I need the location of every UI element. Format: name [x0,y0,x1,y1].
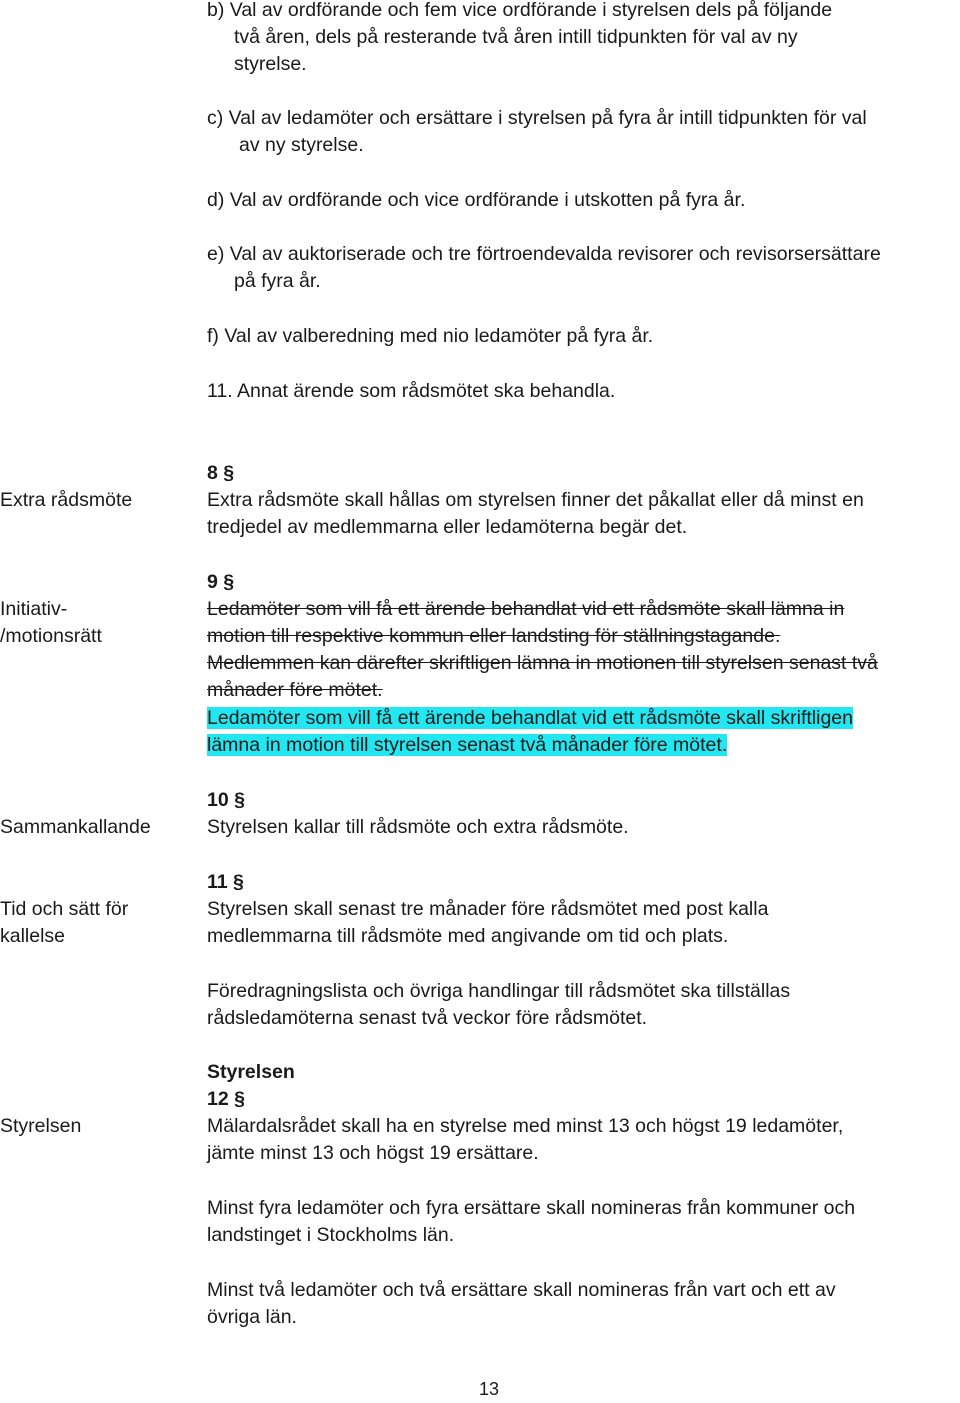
item-c-line-2: av ny styrelse. [239,134,364,156]
item-b-line-2: två åren, dels på resterande två åren intill tidpunkten för val av ny [234,26,798,48]
margin-tid-och-satt: Tid och sätt för [0,898,129,920]
section-12-line-4: landstinget i Stockholms län. [207,1224,455,1246]
margin-motionsratt: /motionsrätt [0,625,102,647]
section-12-line-1: Mälardalsrådet skall ha en styrelse med minst 13 och högst 19 ledamöter, [207,1115,844,1137]
section-11-line-1: Styrelsen skall senast tre månader före rådsmötet med post kalla [207,898,769,920]
section-9-struck-line-4: månader före mötet. [207,679,383,701]
section-10-line-1: Styrelsen kallar till rådsmöte och extra rådsmöte. [207,816,629,838]
section-12-line-6: övriga län. [207,1306,297,1328]
item-f-line-1: f) Val av valberedning med nio ledamöter på fyra år. [207,325,654,347]
section-12-line-2: jämte minst 13 och högst 19 ersättare. [207,1142,539,1164]
section-9-new-line-2: lämna in motion till styrelsen senast två månader före mötet. [207,734,728,756]
section-11-heading: 11 § [207,871,244,893]
section-11-line-3: Föredragningslista och övriga handlingar till rådsmötet ska tillställas [207,980,791,1002]
section-12-line-5: Minst två ledamöter och två ersättare skall nomineras från vart och ett av [207,1279,836,1301]
section-9-struck-line-1: Ledamöter som vill få ett ärende behandlat vid ett rådsmöte skall lämna in [207,598,845,620]
section-11-line-4: rådsledamöterna senast två veckor före rådsmötet. [207,1007,648,1029]
styrelsen-heading: Styrelsen [207,1061,295,1083]
item-d-line-1: d) Val av ordförande och vice ordförande i utskotten på fyra år. [207,189,746,211]
item-c-line-1: c) Val av ledamöter och ersättare i styrelsen på fyra år intill tidpunkten för val [207,107,867,129]
section-11-line-2: medlemmarna till rådsmöte med angivande om tid och plats. [207,925,729,947]
item-11: 11. Annat ärende som rådsmötet ska behandla. [207,380,616,402]
section-9-new-line-1: Ledamöter som vill få ett ärende behandlat vid ett rådsmöte skall skriftligen [207,707,853,729]
section-8-heading: 8 § [207,462,235,484]
page-number: 13 [478,1379,500,1399]
margin-kallelse: kallelse [0,925,66,947]
margin-sammankallande: Sammankallande [0,816,151,838]
section-9-struck-line-3: Medlemmen kan därefter skriftligen lämna in motionen till styrelsen senast två [207,652,878,674]
section-12-heading: 12 § [207,1088,245,1110]
section-8-line-1: Extra rådsmöte skall hållas om styrelsen finner det påkallat eller då minst en [207,489,864,511]
item-e-line-2: på fyra år. [234,270,321,292]
section-8-line-2: tredjedel av medlemmarna eller ledamöterna begär det. [207,516,688,538]
section-10-heading: 10 § [207,789,245,811]
item-b-line-1: b) Val av ordförande och fem vice ordförande i styrelsen dels på följande [207,0,833,21]
section-9-struck-line-2: motion till respektive kommun eller landsting för ställningstagande. [207,625,781,647]
margin-initiativ: Initiativ- [0,598,68,620]
item-e-line-1: e) Val av auktoriserade och tre förtroendevalda revisorer och revisorsersättare [207,243,881,265]
item-b-line-3: styrelse. [234,53,307,75]
section-9-heading: 9 § [207,571,235,593]
margin-styrelsen: Styrelsen [0,1115,82,1137]
section-12-line-3: Minst fyra ledamöter och fyra ersättare skall nomineras från kommuner och [207,1197,856,1219]
margin-extra-radsmote: Extra rådsmöte [0,489,133,511]
